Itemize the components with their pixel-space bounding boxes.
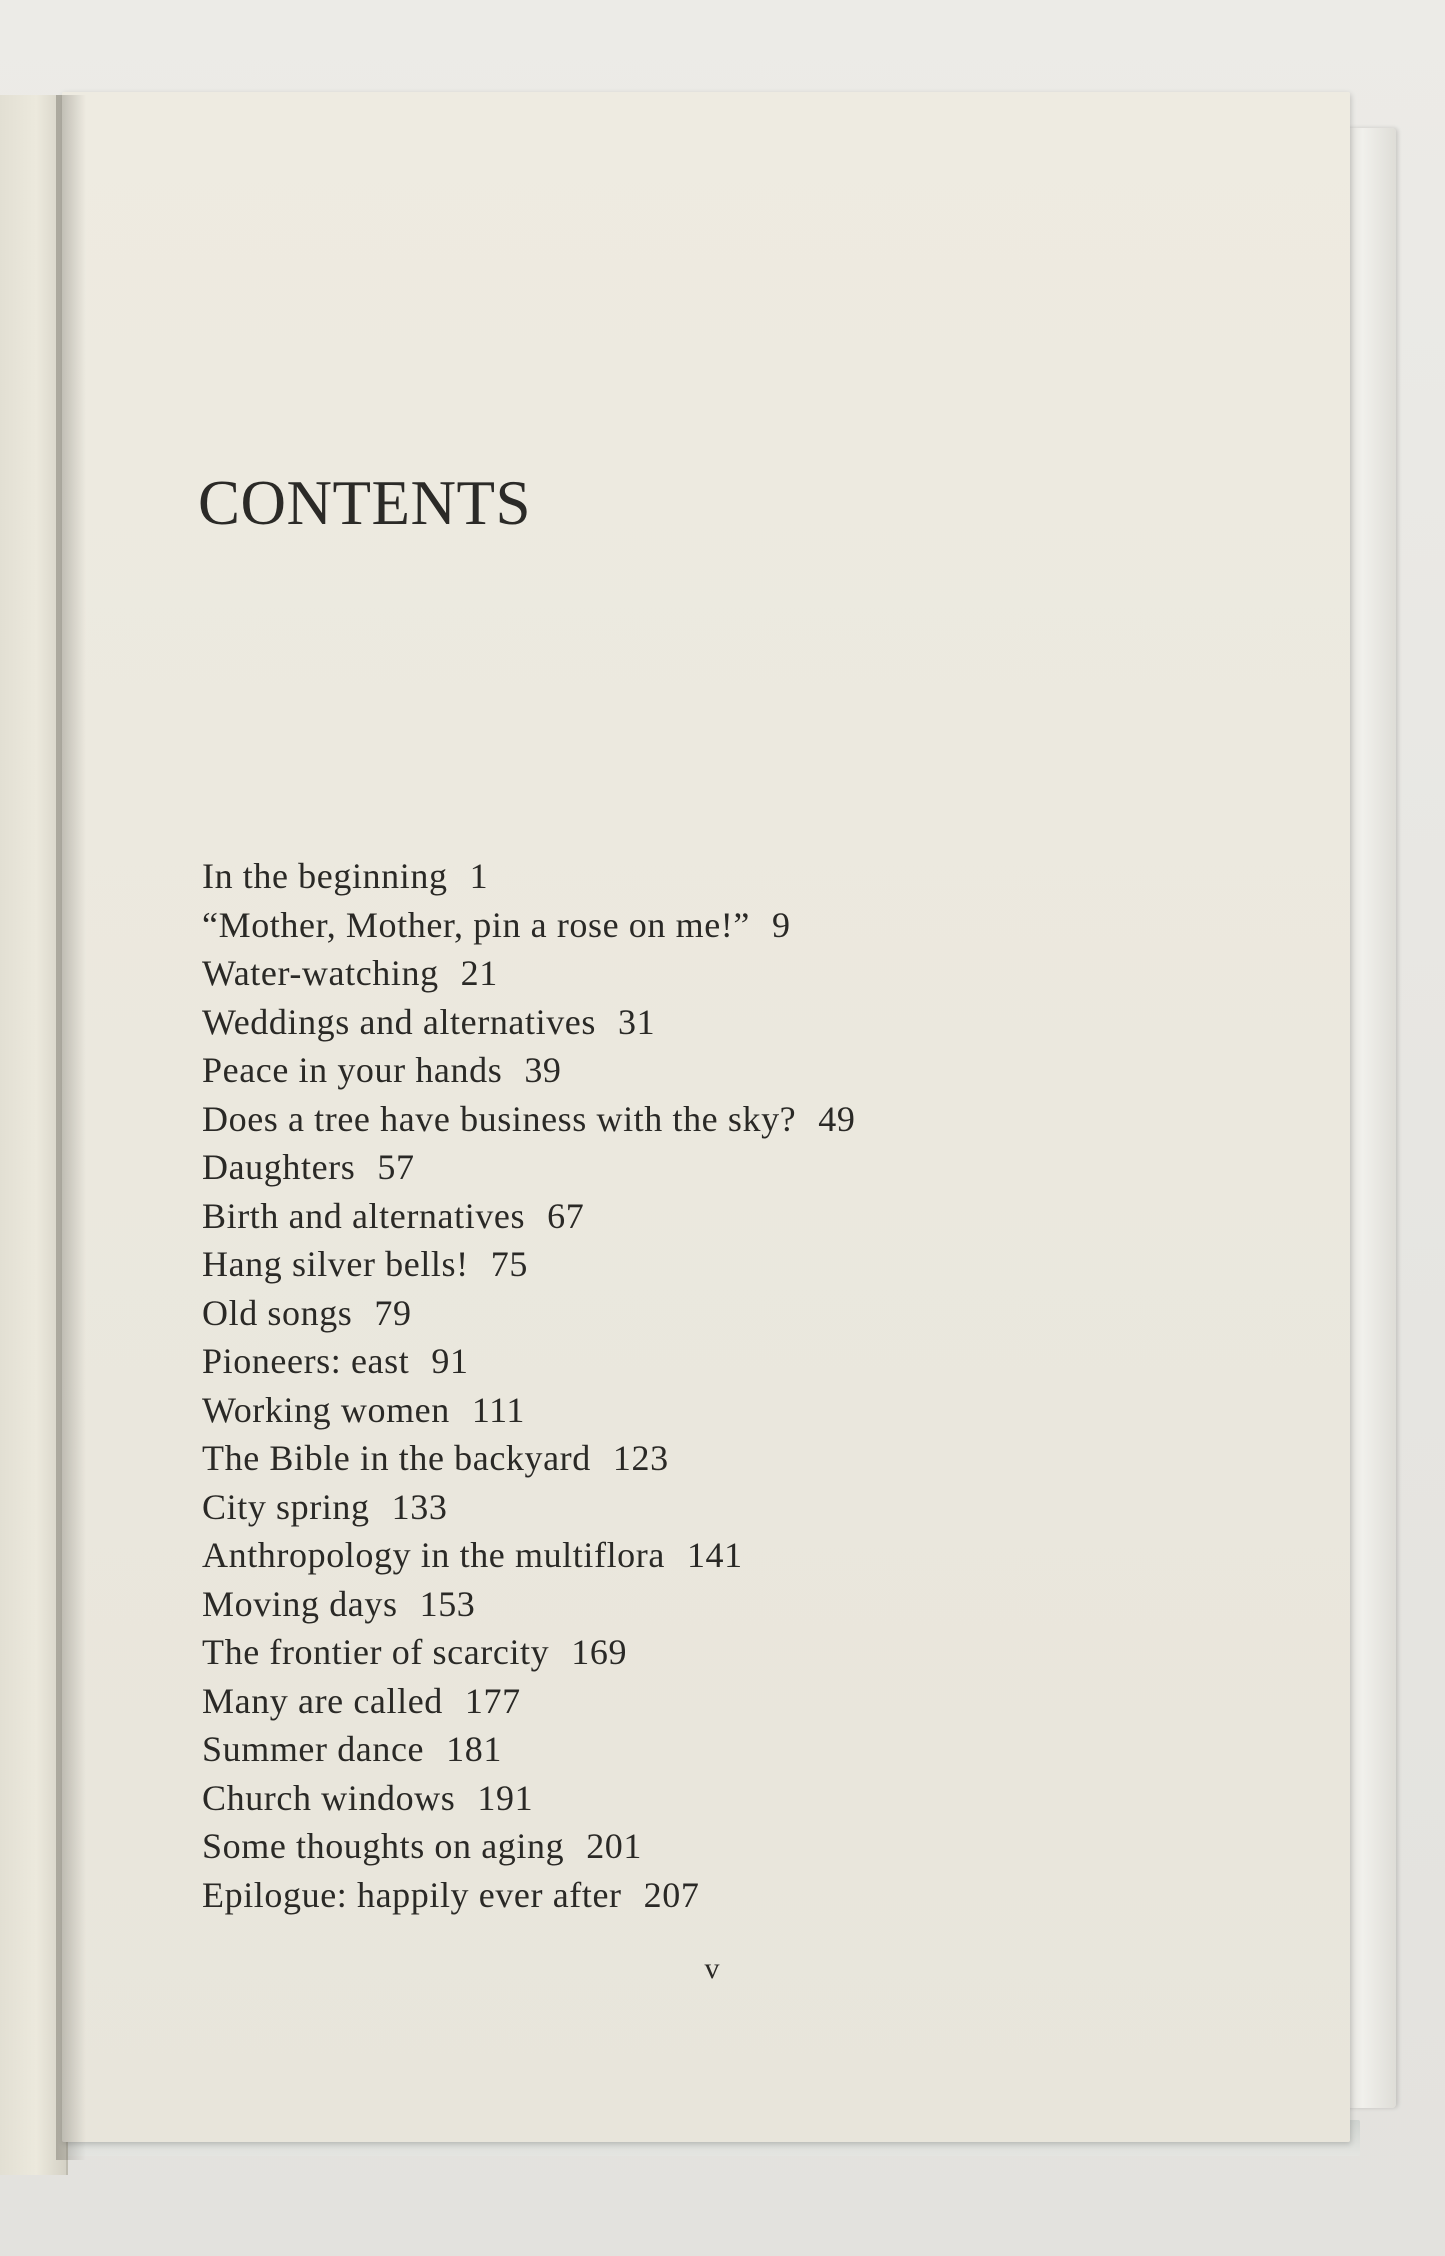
- toc-entry: [202, 1725, 855, 1774]
- toc-entry-page: 207: [643, 1874, 700, 1915]
- toc-entry-title: In the beginning: [202, 856, 448, 896]
- toc-entry-title: Pioneers: east: [202, 1341, 410, 1381]
- page-number: v: [704, 1952, 720, 1985]
- toc-entry: [202, 1240, 855, 1289]
- toc-entry: [202, 1289, 855, 1338]
- toc-entry-page: 57: [377, 1147, 415, 1187]
- toc-entry-title: Summer dance: [202, 1729, 425, 1769]
- table-of-contents: [202, 852, 855, 1919]
- toc-entry-page: 39: [524, 1050, 562, 1090]
- toc-entry-page: 79: [374, 1292, 412, 1333]
- toc-entry: [202, 1774, 855, 1823]
- toc-entry: [202, 1143, 855, 1192]
- toc-entry: [202, 949, 855, 998]
- toc-entry-page: 111: [471, 1389, 526, 1430]
- toc-entry: [202, 1628, 855, 1677]
- toc-entry: [202, 901, 855, 950]
- toc-entry-title: “Mother, Mother, pin a rose on me!”: [202, 904, 750, 945]
- toc-entry-title: Does a tree have business with the sky?: [202, 1098, 797, 1139]
- toc-entry: [202, 1580, 855, 1629]
- toc-entry-page: 21: [460, 953, 498, 993]
- toc-entry-page: 75: [490, 1244, 528, 1284]
- toc-entry-page: 201: [586, 1826, 643, 1866]
- toc-entry-page: 169: [571, 1632, 628, 1672]
- toc-entry-title: The Bible in the backyard: [202, 1438, 591, 1478]
- toc-entry: [202, 1046, 855, 1095]
- toc-entry-page: 133: [391, 1486, 448, 1527]
- toc-entry-page: 181: [446, 1729, 502, 1769]
- toc-entry-page: 141: [686, 1535, 743, 1575]
- toc-entry-page: 91: [431, 1341, 469, 1381]
- toc-entry: [202, 1822, 855, 1871]
- toc-entry: [202, 1434, 855, 1483]
- toc-entry-page: 9: [771, 904, 791, 945]
- toc-entry: [202, 1483, 855, 1532]
- toc-entry: [202, 998, 855, 1047]
- toc-entry-title: Working women: [202, 1389, 450, 1430]
- toc-entry-title: Many are called: [202, 1680, 443, 1721]
- toc-entry-title: Birth and alternatives: [202, 1195, 526, 1236]
- toc-entry-title: Old songs: [202, 1292, 353, 1333]
- toc-entry-page: 177: [464, 1680, 521, 1721]
- toc-entry-page: 1: [469, 856, 489, 896]
- toc-entry: [202, 1677, 855, 1726]
- toc-entry: [202, 1871, 855, 1920]
- toc-entry-title: Peace in your hands: [202, 1050, 503, 1090]
- toc-entry: [202, 1386, 855, 1435]
- toc-entry-page: 153: [419, 1583, 476, 1624]
- toc-entry-title: Daughters: [202, 1147, 356, 1187]
- toc-entry-page: 31: [617, 1001, 656, 1042]
- toc-entry-title: Hang silver bells!: [202, 1244, 469, 1284]
- toc-entry-page: 191: [477, 1777, 534, 1818]
- toc-entry-title: Some thoughts on aging: [202, 1826, 565, 1866]
- toc-entry-title: Weddings and alternatives: [202, 1001, 596, 1042]
- toc-entry-title: Moving days: [202, 1583, 398, 1624]
- page-title: CONTENTS: [198, 468, 531, 538]
- toc-entry: [202, 1192, 855, 1241]
- gutter-shadow: [56, 95, 86, 2160]
- toc-entry-title: City spring: [202, 1486, 370, 1527]
- book-page: [62, 92, 1350, 2142]
- toc-entry-title: Anthropology in the multiflora: [202, 1535, 665, 1575]
- toc-entry-page: 49: [818, 1098, 856, 1139]
- toc-entry: [202, 852, 855, 901]
- toc-entry: [202, 1095, 855, 1144]
- toc-entry-title: The frontier of scarcity: [202, 1632, 550, 1672]
- toc-entry: [202, 1337, 855, 1386]
- toc-entry-page: 123: [612, 1438, 669, 1478]
- toc-entry-title: Water-watching: [202, 953, 439, 993]
- toc-entry-page: 67: [547, 1195, 585, 1236]
- toc-entry-title: Epilogue: happily ever after: [202, 1874, 622, 1915]
- toc-entry: [202, 1531, 855, 1580]
- toc-entry-title: Church windows: [202, 1777, 456, 1818]
